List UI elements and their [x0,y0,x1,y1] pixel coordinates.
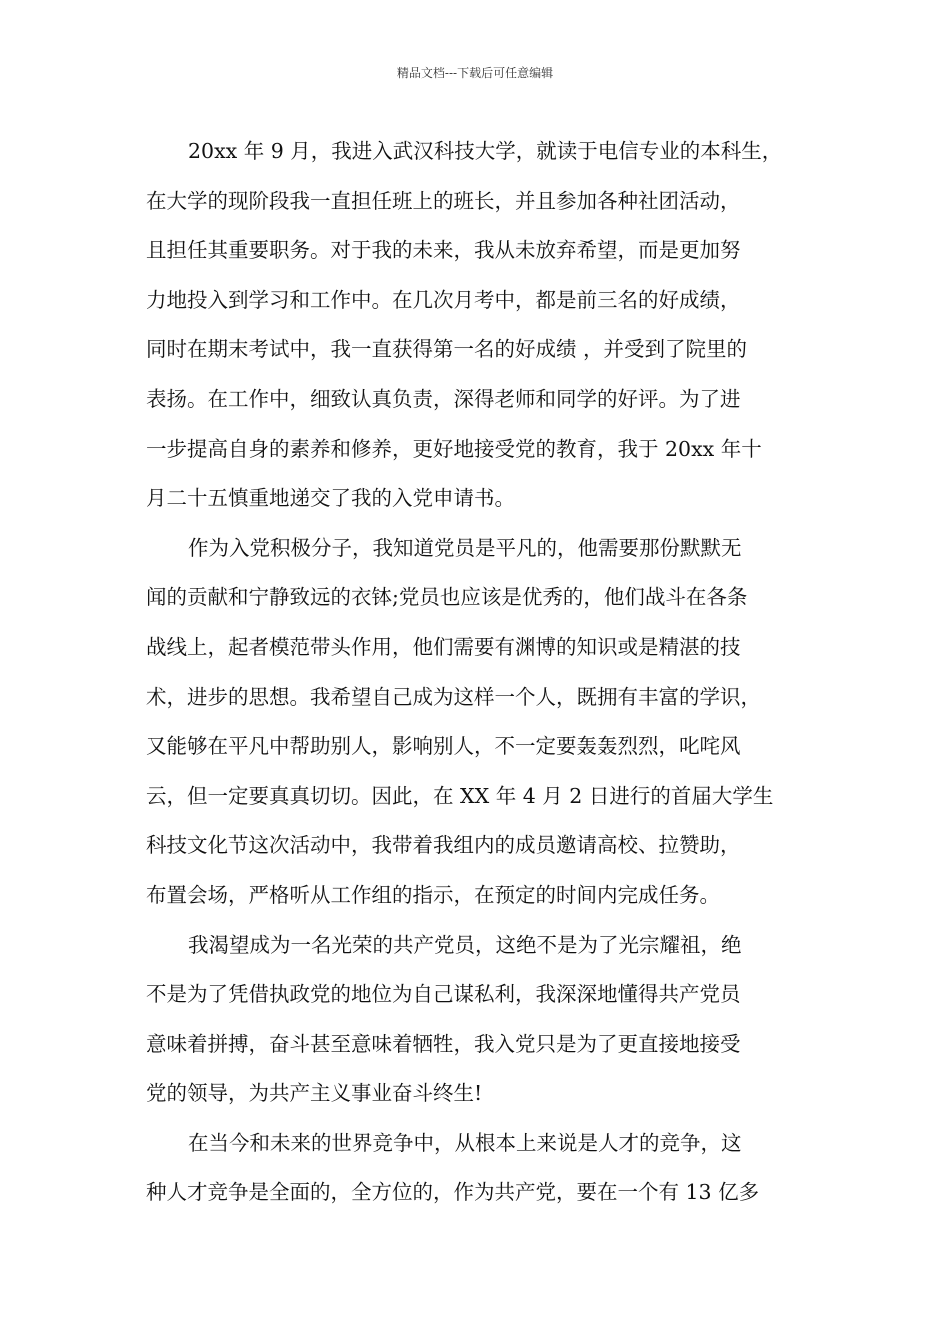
text-line: 不是为了凭借执政党的地位为自己谋私利，我深深地懂得共产党员 [146,982,741,1007]
text-line: 同时在期末考试中，我一直获得第一名的好成绩 ，并受到了院里的 [146,337,748,362]
paragraph-4 [146,1119,826,1218]
text-line: 月二十五慎重地递交了我的入党申请书。 [146,486,515,511]
text-line: 战线上，起者模范带头作用，他们需要有渊博的知识或是精湛的技 [146,634,741,659]
document-body [146,127,826,1218]
text-line: 布置会场，严格听从工作组的指示，在预定的时间内完成任务。 [146,882,720,907]
text-line: 我渴望成为一名光荣的共产党员，这绝不是为了光宗耀祖，绝 [188,932,742,957]
text-line: 一步提高自身的素养和修养，更好地接受党的教育，我于 20xx 年十 [146,436,762,461]
text-line: 作为入党积极分子，我知道党员是平凡的，他需要那份默默无 [188,535,742,560]
text-line: 种人才竞争是全面的，全方位的，作为共产党，要在一个有 13 亿多 [146,1180,760,1205]
text-line: 20xx 年 9 月，我进入武汉科技大学，就读于电信专业的本科生， [188,139,783,163]
text-line: 力地投入到学习和工作中。在几次月考中，都是前三名的好成绩， [146,287,741,312]
text-line: 表扬。在工作中，细致认真负责，深得老师和同学的好评。为了进 [146,386,741,411]
text-line: 云，但一定要真真切切。因此，在 XX 年 4 月 2 日进行的首届大学生 [146,783,774,808]
page-header: 精品文档---下载后可任意编辑 [396,66,554,80]
paragraph-3 [146,921,826,1119]
text-line: 意味着拼搏，奋斗甚至意味着牺牲，我入党只是为了更直接地接受 [146,1031,741,1056]
text-line: 党的领导，为共产主义事业奋斗终生! [146,1081,483,1106]
text-line: 闻的贡献和宁静致远的衣钵;党员也应该是优秀的，他们战斗在各条 [146,585,748,610]
text-line: 又能够在平凡中帮助别人，影响别人，不一定要轰轰烈烈，叱咤风 [146,734,741,759]
paragraph-1 [146,127,826,524]
text-line: 且担任其重要职务。对于我的未来，我从未放弃希望，而是更加努 [146,238,741,263]
text-line: 在大学的现阶段我一直担任班上的班长，并且参加各种社团活动， [146,188,741,213]
text-line: 科技文化节这次活动中，我带着我组内的成员邀请高校、拉赞助， [146,833,741,858]
text-line: 术，进步的思想。我希望自己成为这样一个人，既拥有丰富的学识， [146,684,761,709]
text-line: 在当今和未来的世界竞争中，从根本上来说是人才的竞争，这 [188,1130,742,1155]
paragraph-2 [146,524,826,921]
